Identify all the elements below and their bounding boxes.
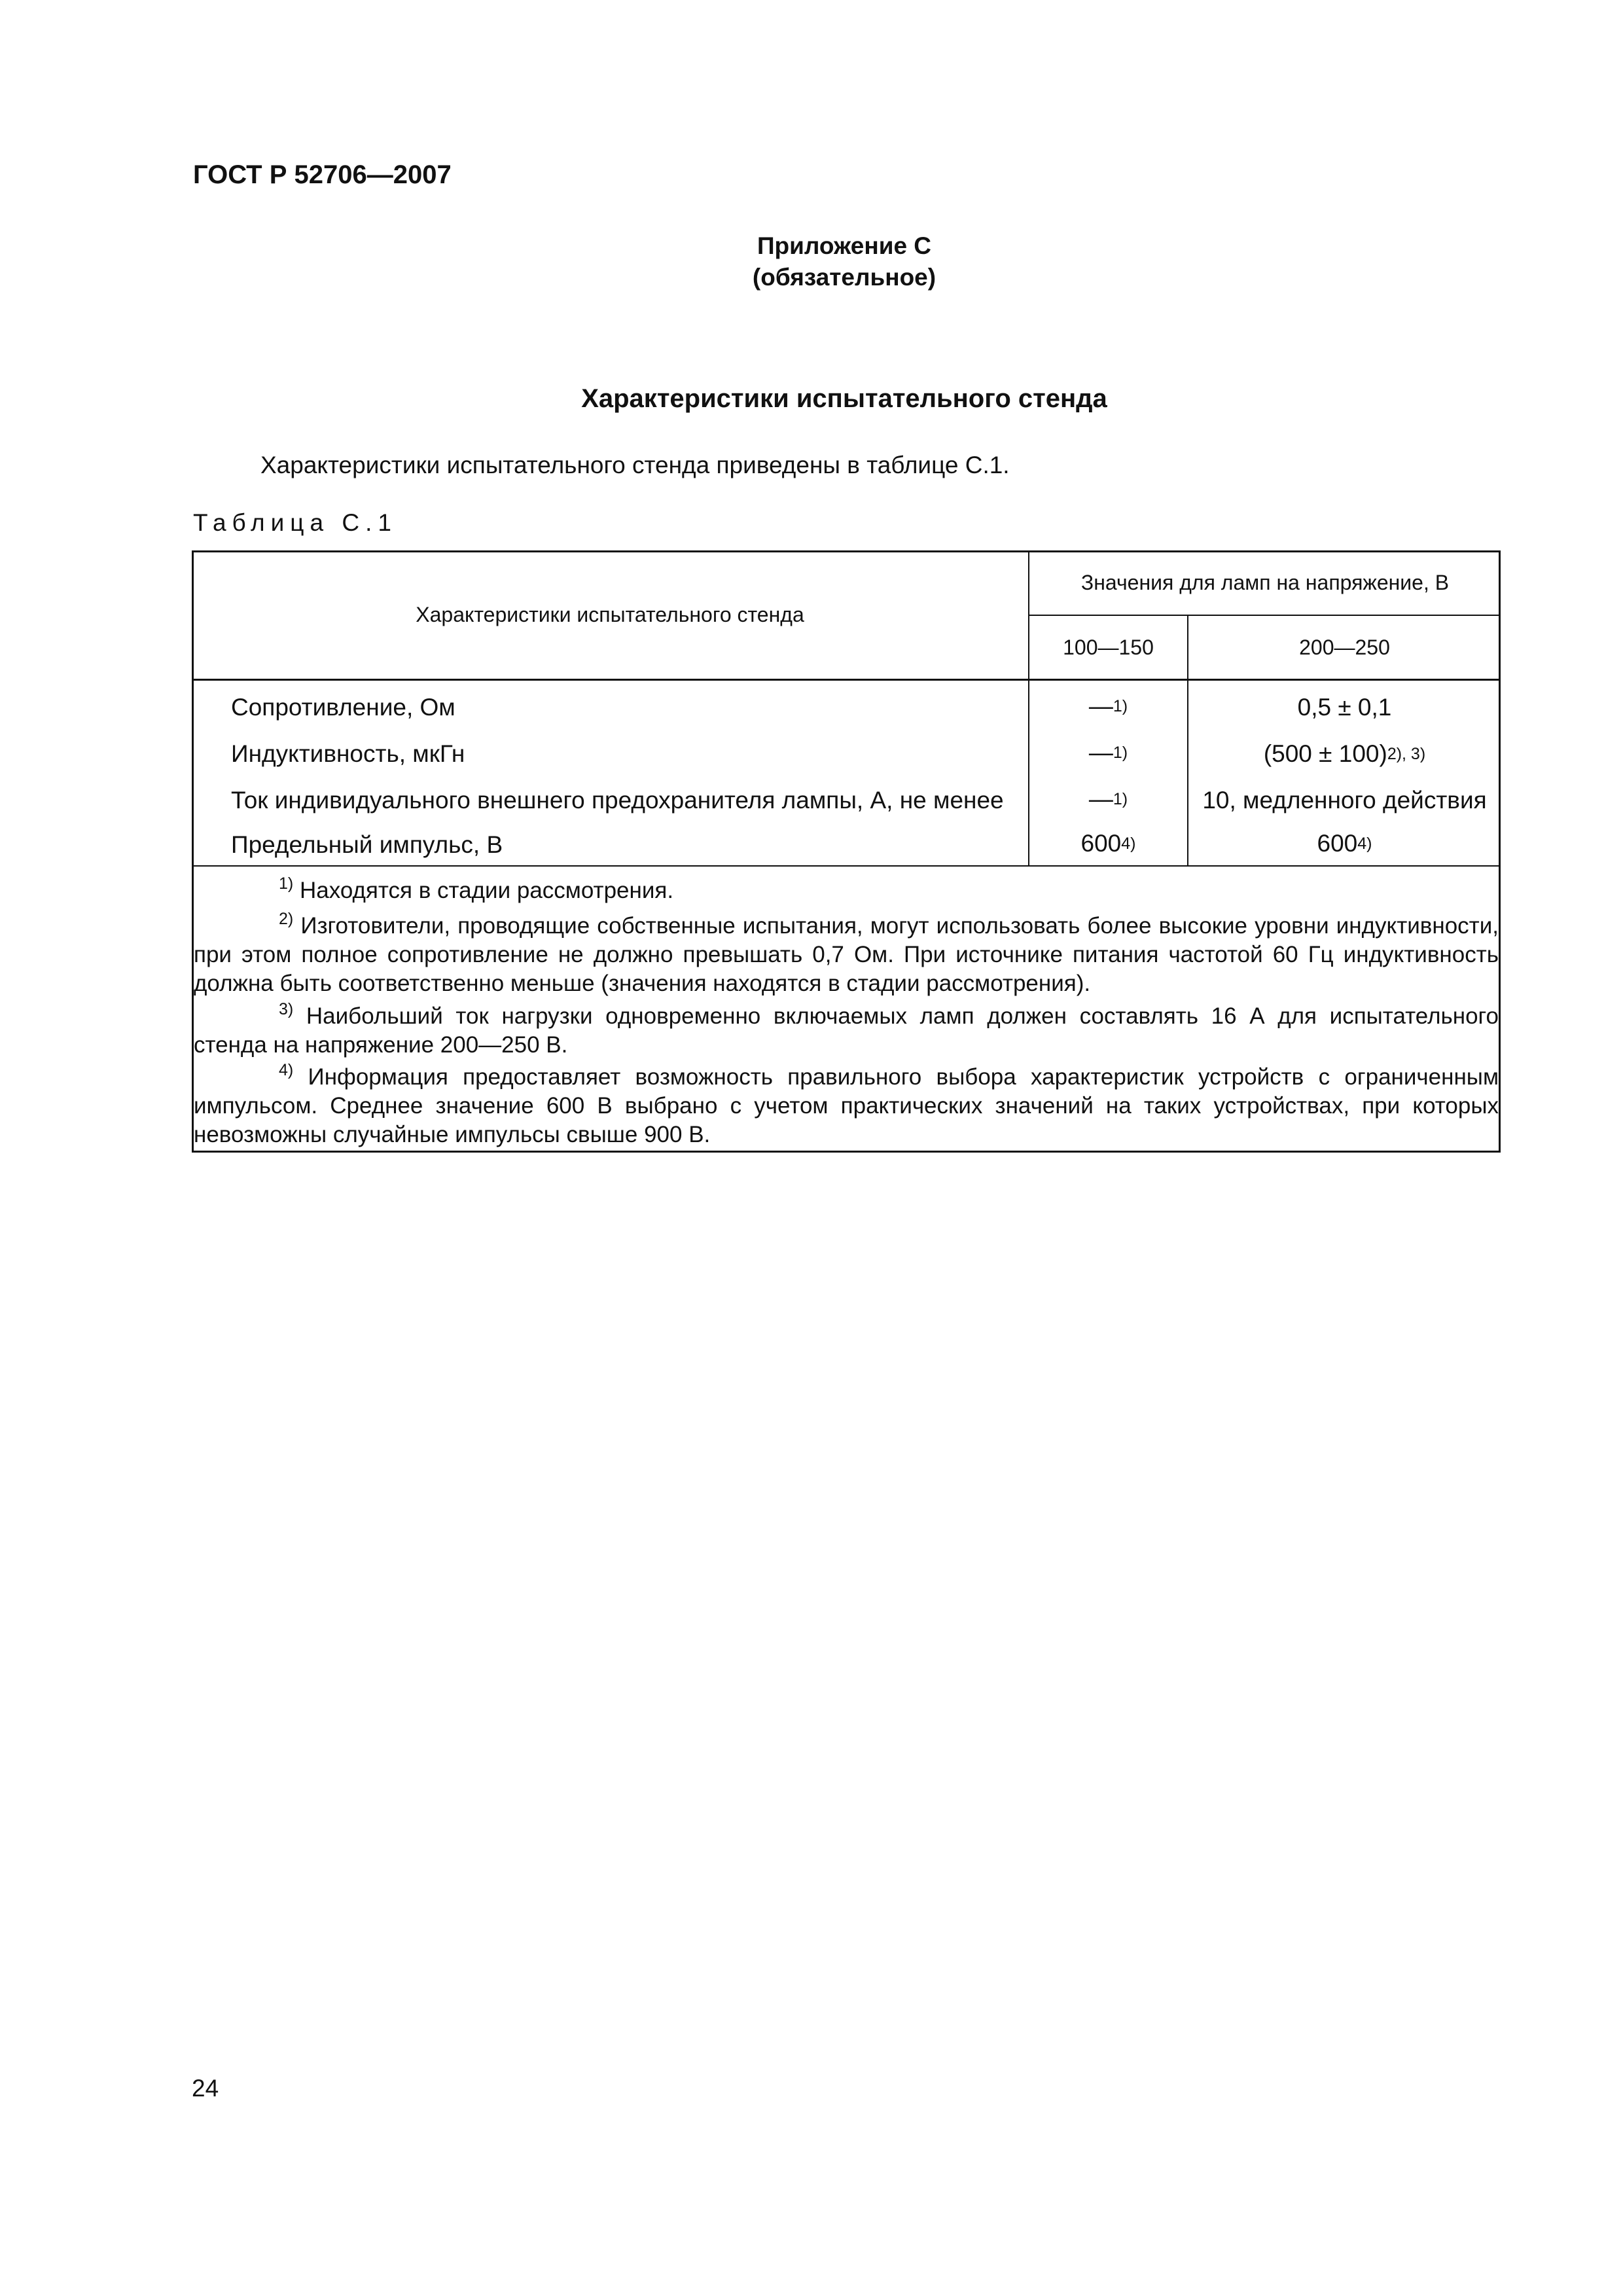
row-fuse-current-label: Ток индивидуального внешнего предохранителя лампы, А, не менее — [231, 787, 1004, 814]
row-fuse-current-value-200-250: 10, медленного действия — [1202, 787, 1487, 814]
footnote-4: $^{4)}$ Информация предоставляет возможность правильного выбора характеристик устройств с ограниченным импульсом. Среднее значение 600 В выбрано с учетом практических значений на таких устройствах, при которых невозможны случайные импульсы свыше 900 В. — [194, 1061, 1499, 1147]
annex-status: (обязательное) — [752, 264, 936, 291]
footnote-1: $^{1)}$ Находятся в стадии рассмотрения. — [279, 874, 674, 903]
row-resistance-label: Сопротивление, Ом — [231, 694, 455, 721]
header-200-250: 200—250 — [1299, 635, 1390, 659]
characteristics-table — [192, 550, 1501, 1153]
header-characteristics: Характеристики испытательного стенда — [416, 602, 804, 626]
header-100-150: 100—150 — [1063, 635, 1154, 659]
row-impulse-value-100-150: 600 4) — [1080, 830, 1136, 857]
row-fuse-current-value-100-150: — 1) — [1088, 785, 1128, 812]
row-resistance-value-200-250: 0,5 ± 0,1 — [1297, 694, 1392, 721]
row-inductance-value-200-250: (500 ± 100) 2), 3) — [1263, 740, 1426, 767]
footnote-2: $^{2)}$ Изготовители, проводящие собственные испытания, могут использовать более высокие уровни индуктивности, при этом полное сопротивление не должно превышать 0,7 Ом. При источнике питания частотой 60 Гц индуктивность должна быть соответственно меньше (значения находятся в стадии рассмотрения). — [194, 910, 1499, 996]
table-border-bottom — [192, 1151, 1501, 1153]
row-inductance-label: Индуктивность, мкГн — [231, 740, 465, 767]
body-notes-divider — [192, 865, 1501, 867]
annex-title: Приложение С — [757, 232, 932, 259]
section-title: Характеристики испытательного стенда — [581, 384, 1107, 413]
footnote-3: $^{3)}$ Наибольший ток нагрузки одновременно включаемых ламп должен составлять 16 А для испытательного стенда на напряжение 200—250 В. — [194, 1000, 1499, 1058]
row-resistance-value-100-150: — 1) — [1088, 692, 1128, 719]
header-voltage-group: Значения для ламп на напряжение, В — [1080, 570, 1450, 594]
row-inductance-value-100-150: — 1) — [1088, 739, 1128, 766]
document-code: ГОСТ Р 52706—2007 — [193, 160, 452, 189]
row-impulse-label: Предельный импульс, В — [231, 831, 503, 858]
page-number: 24 — [192, 2075, 219, 2102]
header-body-divider — [192, 679, 1501, 681]
table-label: Таблица С.1 — [193, 509, 397, 536]
annex-heading — [0, 230, 1623, 293]
intro-paragraph: Характеристики испытательного стенда приведены в таблице С.1. — [260, 452, 1010, 478]
row-impulse-value-200-250: 600 4) — [1317, 830, 1372, 857]
